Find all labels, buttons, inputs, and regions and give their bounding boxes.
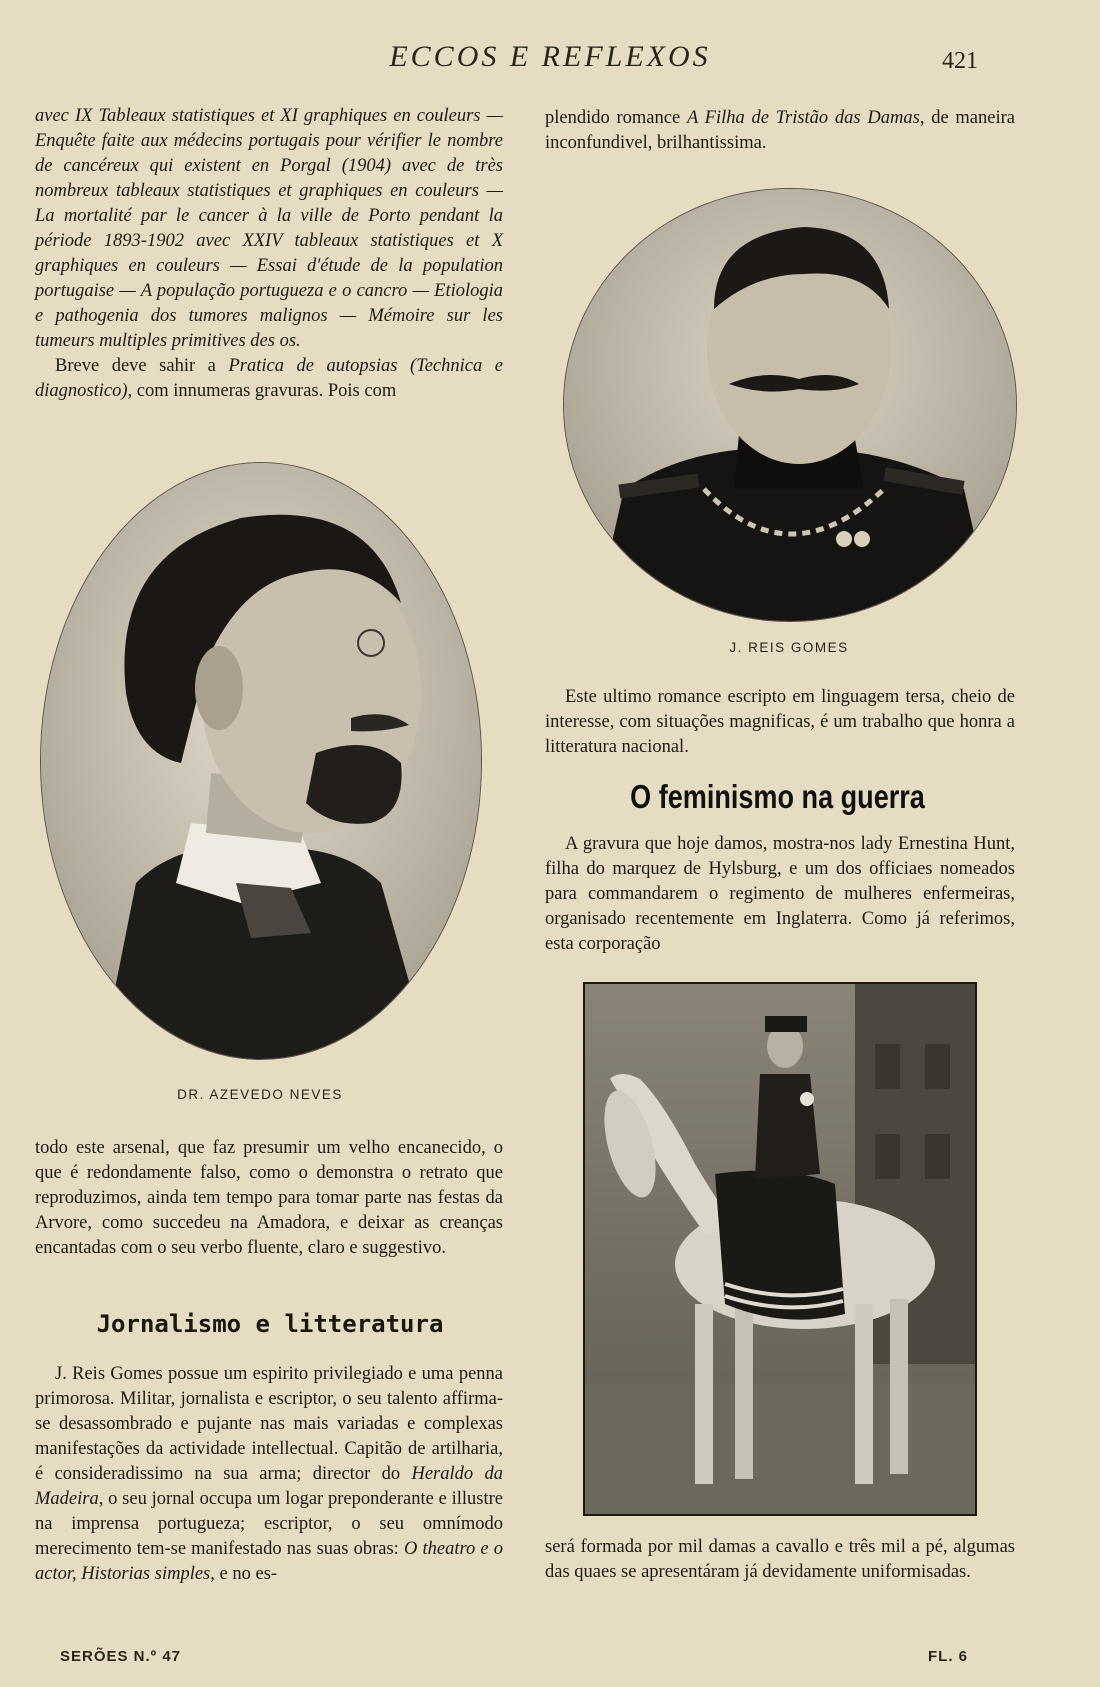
romance-text-post: , de maneira inconfundivel, brilhantissima.	[545, 108, 1015, 153]
damas-paragraph: será formada por mil damas a cavallo e três mil a pé, algumas das quaes se apresentáram já devidamente uniformisadas.	[545, 1537, 1015, 1582]
running-title: ECCOS E REFLEXOS	[389, 40, 711, 73]
photo-lady-ernestina-hunt	[583, 982, 977, 1516]
autopsias-text-post: , com innumeras gravuras. Pois com	[127, 381, 397, 401]
romance-title: A Filha de Tristão das Damas	[686, 108, 920, 128]
works-titles: O theatro e o actor, Historias simples	[35, 1539, 503, 1584]
right-column-top	[545, 106, 1015, 156]
horseback-illustration	[585, 984, 975, 1514]
azevedo-neves-illustration	[41, 463, 481, 1059]
portrait-reis-gomes	[563, 188, 1017, 622]
gravura-paragraph: A gravura que hoje damos, mostra-nos lady Ernestina Hunt, filha do marquez de Hylsburg, e um dos officiaes nomeados para commandarem o regimento de mulheres enfermeiras, organisado recentemente em Inglaterra. Como já referimos, esta corporação	[545, 834, 1015, 954]
bibliography-paragraph: avec IX Tableaux statistiques et XI graphiques en couleurs — Enquête faite aux médecins portugais pour vérifier le nombre de cancéreux qui existent en Porgal (1904) avec de très nombreux tableaux statistiques et graphiques en couleurs — La mortalité par le cancer à la ville de Porto pendant la période 1893-1902 avec XXIV tableaux statistiques et X graphiques en couleurs — Essai d'étude de la population portugaise — A população portugueza e o cancro — Etiologia e pathogenia dos tumores malignos — Mémoire sur les tumeurs multiples primitives des os.	[35, 106, 503, 351]
footer-folio: FL. 6	[928, 1648, 969, 1665]
portrait-azevedo-neves	[40, 462, 482, 1060]
reis-gomes-text-b: , o seu jornal occupa um logar preponderante e illustre na imprensa portugueza; escriptor, o seu omnímodo merecimento tem-se manifestado nas suas obras:	[35, 1489, 503, 1559]
autopsias-text-pre: Breve deve sahir a	[55, 356, 229, 376]
autopsias-title: Pratica de autopsias (Technica e diagnostico)	[35, 356, 503, 401]
arsenal-paragraph: todo este arsenal, que faz presumir um velho encanecido, o que é redondamente falso, como o demonstra o retrato que reproduzimos, ainda tem tempo para tomar parte nas festas da Arvore, como succedeu na Amadora, e deixar as creanças encantadas com o seu verbo fluente, claro e suggestivo.	[35, 1138, 503, 1258]
right-column-bottom	[545, 1535, 1015, 1585]
reis-gomes-illustration	[564, 189, 1016, 621]
caption-azevedo-neves: DR. AZEVEDO NEVES	[177, 1087, 343, 1102]
heading-feminismo-na-guerra: O feminismo na guerra	[630, 778, 925, 815]
reis-gomes-paragraph	[35, 1362, 503, 1587]
left-column-bottom	[35, 1362, 503, 1587]
left-column-middle	[35, 1136, 503, 1261]
autopsias-paragraph	[35, 354, 503, 404]
right-column-middle	[545, 685, 1015, 760]
footer-magazine-issue: SERÕES N.º 47	[60, 1648, 182, 1665]
heading-jornalismo-e-litteratura: Jornalismo e litteratura	[96, 1310, 444, 1338]
reis-gomes-text-c: , e no es-	[210, 1564, 278, 1584]
ultimo-romance-paragraph: Este ultimo romance escripto em linguagem tersa, cheio de interesse, com situações magnificas, é um trabalho que honra a litteratura nacional.	[545, 687, 1015, 757]
reis-gomes-text-a: J. Reis Gomes possue um espirito privilegiado e uma penna primorosa. Militar, jornalista e escriptor, o seu talento affirma-se desassombrado e pujante nas mais variadas e complexas manifestações da actividade intellectual. Capitão de artilharia, é consideradissimo na sua arma; director do	[35, 1364, 503, 1484]
page-number: 421	[942, 48, 978, 74]
caption-reis-gomes: J. REIS GOMES	[729, 640, 849, 655]
heraldo-da-madeira-title: Heraldo da Madeira	[35, 1464, 503, 1509]
right-column-lower	[545, 832, 1015, 957]
romance-paragraph	[545, 106, 1015, 156]
romance-text-pre: plendido romance	[545, 108, 687, 128]
left-column-top	[35, 104, 503, 404]
